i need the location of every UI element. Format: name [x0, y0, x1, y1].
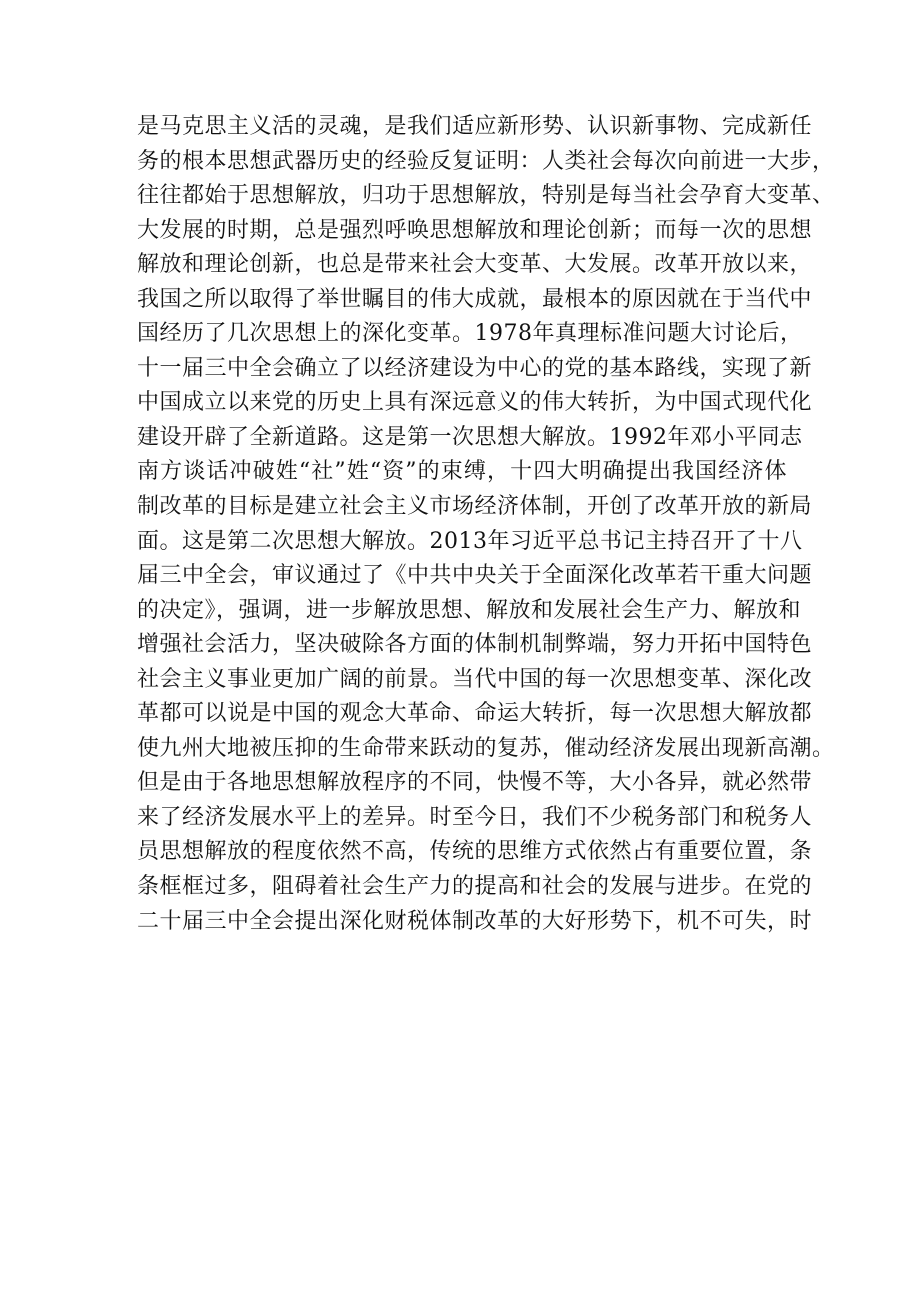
- text-line: 社会主义事业更加广阔的前景。当代中国的每一次思想变革、深化改: [137, 666, 813, 692]
- text-line: 是马克思主义活的灵魂，是我们适应新形势、认识新事物、完成新任: [137, 114, 813, 139]
- text-line: 条框框过多，阻碍着社会生产力的提高和社会的发展与进步。在党的: [137, 874, 813, 900]
- text-line: 革都可以说是中国的观念大革命、命运大转折，每一次思想大解放都: [137, 701, 813, 727]
- text-line: 制改革的目标是建立社会主义市场经济体制，开创了改革开放的新局: [137, 494, 813, 520]
- text-line: 我国之所以取得了举世瞩目的伟大成就，最根本的原因就在于当代中: [137, 286, 813, 312]
- text-line: 建设开辟了全新道路。这是第一次思想大解放。1992年邓小平同志: [137, 424, 803, 450]
- body-paragraph: [137, 110, 835, 939]
- text-line: 但是由于各地思想解放程序的不同，快慢不等，大小各异，就必然带: [137, 770, 813, 796]
- text-line: 中国成立以来党的历史上具有深远意义的伟大转折，为中国式现代化: [137, 390, 813, 416]
- text-line: 使九州大地被压抑的生命带来跃动的复苏，催动经济发展出现新高潮。: [137, 735, 835, 761]
- text-line: 的决定》，强调，进一步解放思想、解放和发展社会生产力、解放和: [137, 597, 802, 623]
- text-line: 面。这是第二次思想大解放。2013年习近平总书记主持召开了十八: [137, 528, 803, 554]
- text-line: 届三中全会，审议通过了《中共中央关于全面深化改革若干重大问题: [137, 563, 813, 589]
- text-line: 员思想解放的程度依然不高，传统的思维方式依然占有重要位置，条: [137, 839, 813, 865]
- text-line: 往往都始于思想解放，归功于思想解放，特别是每当社会孕育大变革、: [137, 183, 835, 209]
- text-line: 务的根本思想武器历史的经验反复证明：人类社会每次向前进一大步，: [137, 148, 835, 174]
- text-line: 二十届三中全会提出深化财税体制改革的大好形势下，机不可失，时: [137, 908, 813, 934]
- text-line: 大发展的时期，总是强烈呼唤思想解放和理论创新；而每一次的思想: [137, 217, 813, 243]
- text-line: 来了经济发展水平上的差异。时至今日，我们不少税务部门和税务人: [137, 804, 813, 830]
- text-line: 南方谈话冲破姓“社”姓“资”的束缚，十四大明确提出我国经济体: [137, 459, 787, 485]
- text-line: 国经历了几次思想上的深化变革。1978年真理标准问题大讨论后，: [137, 321, 803, 347]
- text-line: 增强社会活力，坚决破除各方面的体制机制弊端，努力开拓中国特色: [137, 632, 813, 658]
- text-line: 解放和理论创新，也总是带来社会大变革、大发展。改革开放以来，: [137, 252, 813, 278]
- text-line: 十一届三中全会确立了以经济建设为中心的党的基本路线，实现了新: [137, 355, 813, 381]
